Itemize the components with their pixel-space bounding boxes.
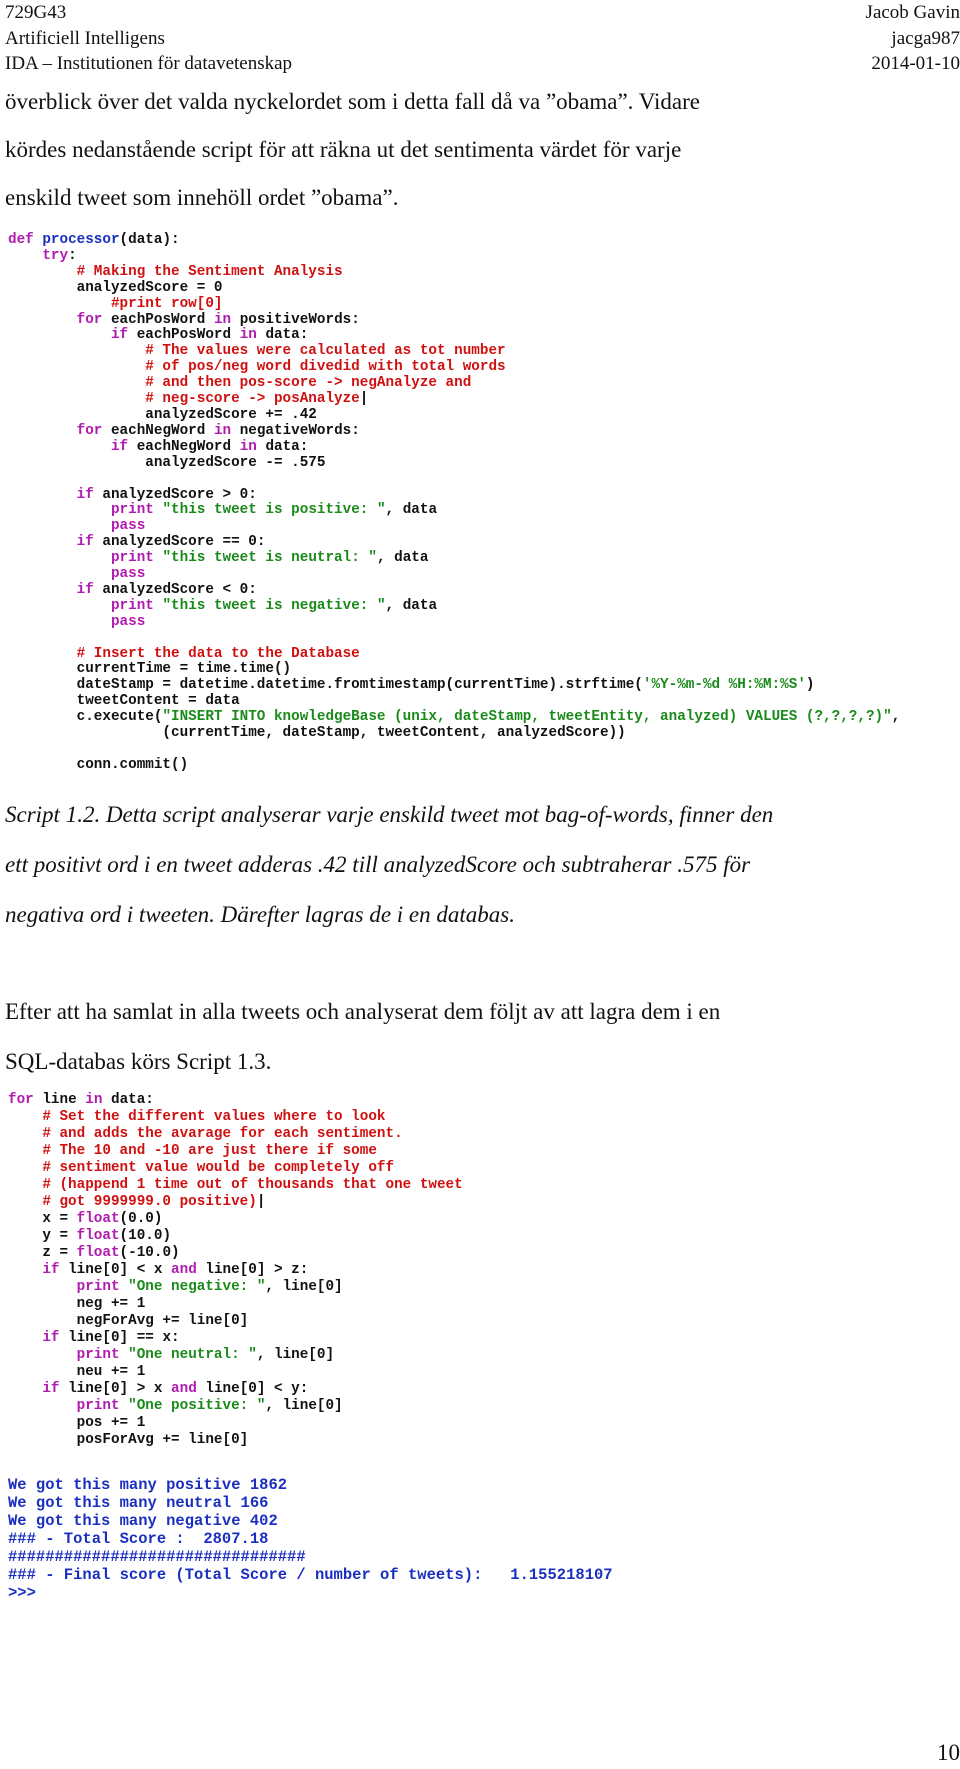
code-line bbox=[8, 1177, 463, 1194]
code-line bbox=[8, 1109, 463, 1126]
code-line bbox=[8, 1279, 463, 1296]
code-token: # of pos/neg word divedid with total words bbox=[8, 359, 506, 376]
code-token bbox=[120, 1347, 129, 1363]
code-line bbox=[8, 1211, 463, 1228]
code-line bbox=[8, 726, 900, 742]
code-line bbox=[8, 519, 900, 535]
code-token: float bbox=[76, 1228, 120, 1244]
code-token: print bbox=[110, 550, 154, 567]
code-token: data: bbox=[102, 1092, 154, 1108]
code-token: in bbox=[213, 422, 232, 439]
code-token: , line[0] bbox=[265, 1279, 343, 1295]
code-line bbox=[8, 297, 900, 313]
code-line bbox=[8, 599, 900, 615]
code-line bbox=[8, 313, 900, 329]
code-token: "One neutral: " bbox=[128, 1347, 257, 1363]
code-token: # Set the different values where to look bbox=[8, 1109, 386, 1125]
code-token bbox=[8, 534, 77, 550]
code-line bbox=[8, 1160, 463, 1177]
code-token: if bbox=[76, 581, 94, 598]
code-token bbox=[8, 1279, 77, 1295]
code-token: , data bbox=[385, 502, 438, 519]
header-left bbox=[5, 0, 292, 77]
output-line: ################################ bbox=[8, 1548, 306, 1566]
code-token: ) bbox=[805, 677, 815, 694]
intro-paragraph bbox=[5, 78, 950, 222]
intro-line: överblick över det valda nyckelordet som i detta fall då va ”obama”. Vidare bbox=[5, 89, 700, 114]
code-token bbox=[8, 1398, 77, 1414]
code-token bbox=[8, 582, 77, 598]
code-token: , line[0] bbox=[256, 1347, 335, 1363]
code-line bbox=[8, 1296, 463, 1313]
code-token: in bbox=[85, 1092, 103, 1108]
code-line bbox=[8, 233, 900, 249]
code-token: pass bbox=[110, 566, 146, 583]
code-token: if bbox=[42, 1330, 60, 1346]
code-token: if bbox=[110, 438, 129, 455]
code-line bbox=[8, 631, 900, 647]
code-token: print bbox=[110, 597, 154, 614]
code-token: , line[0] bbox=[265, 1398, 343, 1414]
code-line bbox=[8, 1262, 463, 1279]
code-token: # Insert the data to the Database bbox=[8, 645, 360, 662]
code-token: if bbox=[42, 1381, 60, 1397]
code-token: (currentTime, dateStamp, tweetContent, analyzedScore)) bbox=[8, 725, 626, 742]
code-token: # The 10 and -10 are just there if some bbox=[8, 1143, 377, 1159]
code-token: line[0] < x bbox=[59, 1262, 172, 1278]
code-token: eachPosWord bbox=[102, 311, 214, 328]
code-token bbox=[8, 614, 111, 630]
code-line bbox=[8, 1381, 463, 1398]
code-token: currentTime = time.time() bbox=[8, 661, 292, 678]
code-token: # and adds the avarage for each sentiment. bbox=[8, 1126, 403, 1142]
code-token: "this tweet is negative: " bbox=[162, 597, 386, 614]
code-token bbox=[8, 598, 111, 614]
code-token bbox=[120, 1398, 129, 1414]
code-line bbox=[8, 647, 900, 663]
code-token: print bbox=[76, 1398, 120, 1414]
code-line bbox=[8, 1347, 463, 1364]
code-token: if bbox=[76, 486, 94, 503]
code-token: # The values were calculated as tot number bbox=[8, 343, 506, 360]
code-token bbox=[8, 487, 77, 503]
code-line bbox=[8, 503, 900, 519]
code-token: , data bbox=[376, 550, 429, 567]
code-token: # sentiment value would be completely off bbox=[8, 1160, 395, 1176]
code-token: (data): bbox=[119, 232, 180, 248]
code-token: (-10.0) bbox=[119, 1245, 180, 1261]
code-token: , bbox=[891, 709, 901, 726]
code-token: , data bbox=[385, 597, 438, 614]
code-token bbox=[8, 312, 77, 328]
code-line bbox=[8, 344, 900, 360]
code-line bbox=[8, 615, 900, 631]
body-paragraph bbox=[5, 987, 950, 1087]
code-line bbox=[8, 392, 900, 408]
code-token: c.execute( bbox=[8, 709, 163, 726]
course-code: 729G43 bbox=[5, 2, 67, 23]
code-token: for bbox=[76, 311, 103, 328]
code-token: : bbox=[68, 247, 77, 264]
intro-line: kördes nedanstående script för att räkna ut det sentimenta värdet för varje bbox=[5, 137, 682, 162]
code-line bbox=[8, 678, 900, 694]
header-right bbox=[866, 0, 960, 77]
code-token: and bbox=[171, 1381, 197, 1397]
author-name: Jacob Gavin bbox=[865, 2, 960, 23]
caption-line: Script 1.2. Detta script analyserar varje enskild tweet mot bag-of-words, finner den bbox=[5, 802, 774, 827]
code-line bbox=[8, 1228, 463, 1245]
code-token: data: bbox=[256, 327, 309, 344]
body-line: Efter att ha samlat in alla tweets och analyserat dem följt av att lagra dem i en bbox=[5, 999, 721, 1024]
code-token: z = bbox=[8, 1245, 77, 1261]
code-token: neu += 1 bbox=[8, 1364, 146, 1380]
code-token: try bbox=[42, 247, 69, 264]
code-line bbox=[8, 281, 900, 297]
code-line bbox=[8, 758, 900, 774]
code-line bbox=[8, 742, 900, 758]
code-token: line[0] == x: bbox=[59, 1330, 180, 1346]
code-line bbox=[8, 1364, 463, 1381]
code-token: negativeWords: bbox=[231, 422, 360, 439]
code-line bbox=[8, 265, 900, 281]
code-line bbox=[8, 328, 900, 344]
code-token: line[0] < y: bbox=[196, 1381, 309, 1397]
code-token bbox=[8, 439, 111, 455]
code-token: line[0] > z: bbox=[196, 1262, 309, 1278]
code-token: (0.0) bbox=[119, 1211, 163, 1227]
body-line: SQL-databas körs Script 1.3. bbox=[5, 1049, 272, 1074]
code-token: tweetContent = data bbox=[8, 693, 240, 710]
page-header bbox=[0, 0, 960, 80]
code-token: print bbox=[110, 502, 154, 519]
code-line bbox=[8, 1398, 463, 1415]
script-1-3-code bbox=[8, 1092, 463, 1449]
code-line bbox=[8, 488, 900, 504]
intro-line: enskild tweet som innehöll ordet ”obama”. bbox=[5, 185, 399, 210]
code-token: #print row[0] bbox=[8, 295, 223, 312]
code-line bbox=[8, 694, 900, 710]
code-line bbox=[8, 360, 900, 376]
code-token: "this tweet is positive: " bbox=[162, 502, 386, 519]
code-token: (10.0) bbox=[119, 1228, 172, 1244]
code-token: dateStamp = datetime.datetime.fromtimestamp(currentTime).strftime( bbox=[8, 677, 643, 694]
code-line bbox=[8, 710, 900, 726]
code-token: neg += 1 bbox=[8, 1296, 146, 1312]
code-line bbox=[8, 376, 900, 392]
code-token: float bbox=[76, 1211, 120, 1227]
code-token: and bbox=[171, 1262, 197, 1278]
code-token: in bbox=[239, 327, 257, 344]
code-token: "INSERT INTO knowledgeBase (unix, dateStamp, tweetEntity, analyzed) VALUES (?,?,?,?)" bbox=[162, 709, 892, 726]
code-line bbox=[8, 1194, 463, 1211]
code-token: analyzedScore < 0: bbox=[93, 581, 257, 598]
document-date: 2014-01-10 bbox=[871, 53, 960, 74]
code-token: pos += 1 bbox=[8, 1415, 146, 1431]
code-line bbox=[8, 567, 900, 583]
code-line bbox=[8, 440, 900, 456]
code-token: print bbox=[76, 1347, 120, 1363]
caption-line: negativa ord i tweeten. Därefter lagras de i en databas. bbox=[5, 902, 515, 927]
code-line bbox=[8, 535, 900, 551]
code-token: posForAvg += line[0] bbox=[8, 1432, 249, 1448]
code-line bbox=[8, 424, 900, 440]
code-token: def bbox=[8, 232, 43, 248]
code-token: "this tweet is neutral: " bbox=[162, 550, 377, 567]
code-token: analyzedScore -= .575 bbox=[8, 454, 326, 471]
code-token: if bbox=[110, 327, 129, 344]
code-line bbox=[8, 472, 900, 488]
code-token bbox=[8, 1262, 42, 1278]
code-token bbox=[8, 550, 111, 566]
code-line bbox=[8, 1415, 463, 1432]
script-1-2-code bbox=[8, 233, 900, 774]
code-token: | bbox=[256, 1194, 266, 1210]
code-token: x = bbox=[8, 1211, 77, 1227]
code-token: in bbox=[239, 438, 257, 455]
code-token: print bbox=[76, 1279, 120, 1295]
code-token bbox=[8, 1347, 77, 1363]
script-1-2-caption bbox=[5, 790, 950, 940]
code-token: processor bbox=[42, 232, 120, 248]
code-line bbox=[8, 551, 900, 567]
code-token: # and then pos-score -> negAnalyze and bbox=[8, 375, 472, 392]
code-token: | bbox=[359, 391, 369, 408]
code-line bbox=[8, 1313, 463, 1330]
code-token: conn.commit() bbox=[8, 756, 189, 773]
output-line: ### - Final score (Total Score / number of tweets): 1.155218107 bbox=[8, 1566, 613, 1584]
code-token: pass bbox=[110, 518, 146, 535]
code-token: eachNegWord bbox=[102, 422, 214, 439]
code-token: eachNegWord bbox=[128, 438, 240, 455]
code-line bbox=[8, 1330, 463, 1347]
code-token bbox=[8, 1381, 42, 1397]
code-token: analyzedScore += .42 bbox=[8, 406, 317, 423]
code-token: line[0] > x bbox=[59, 1381, 172, 1397]
code-token bbox=[8, 1330, 42, 1346]
code-token: # neg-score -> posAnalyze bbox=[8, 391, 360, 408]
code-token: if bbox=[42, 1262, 60, 1278]
output-line: ### - Total Score : 2807.18 bbox=[8, 1530, 269, 1548]
code-token bbox=[120, 1279, 129, 1295]
code-token: analyzedScore == 0: bbox=[93, 534, 266, 551]
course-name: Artificiell Intelligens bbox=[5, 27, 165, 49]
page-number: 10 bbox=[937, 1740, 960, 1765]
code-token bbox=[8, 566, 111, 582]
code-token bbox=[8, 502, 111, 518]
code-token: pass bbox=[110, 613, 146, 630]
caption-line: ett positivt ord i en tweet adderas .42 till analyzedScore och subtraherar .575 för bbox=[5, 852, 751, 877]
code-line bbox=[8, 1092, 463, 1109]
code-line bbox=[8, 662, 900, 678]
code-token: eachPosWord bbox=[128, 327, 240, 344]
department: IDA – Institutionen för datavetenskap bbox=[5, 53, 293, 74]
code-token: for bbox=[76, 422, 103, 439]
code-token: # got 9999999.0 positive) bbox=[8, 1194, 257, 1210]
code-token: negForAvg += line[0] bbox=[8, 1313, 249, 1329]
code-token: positiveWords: bbox=[231, 311, 360, 328]
code-token: "One positive: " bbox=[128, 1398, 266, 1414]
code-token bbox=[8, 327, 111, 343]
code-line bbox=[8, 1432, 463, 1449]
code-token: data: bbox=[256, 438, 309, 455]
code-line bbox=[8, 583, 900, 599]
output-line: We got this many neutral 166 bbox=[8, 1494, 269, 1512]
author-id: jacga987 bbox=[891, 27, 960, 49]
output-line: We got this many positive 1862 bbox=[8, 1476, 288, 1494]
output-line: >>> bbox=[8, 1584, 36, 1602]
code-token bbox=[8, 518, 111, 534]
code-token bbox=[8, 248, 42, 264]
script-output bbox=[8, 1476, 613, 1602]
code-token: # (happend 1 time out of thousands that one tweet bbox=[8, 1177, 463, 1193]
code-token: y = bbox=[8, 1228, 77, 1244]
code-token: analyzedScore = 0 bbox=[8, 279, 223, 296]
code-token: # Making the Sentiment Analysis bbox=[8, 263, 343, 280]
code-token: "One negative: " bbox=[128, 1279, 266, 1295]
code-line bbox=[8, 249, 900, 265]
code-token: float bbox=[76, 1245, 120, 1261]
code-token: in bbox=[213, 311, 232, 328]
code-token: for bbox=[8, 1092, 34, 1108]
code-line bbox=[8, 1143, 463, 1160]
output-line: We got this many negative 402 bbox=[8, 1512, 278, 1530]
code-token bbox=[8, 423, 77, 439]
code-token: line bbox=[33, 1092, 86, 1108]
code-token: '%Y-%m-%d %H:%M:%S' bbox=[642, 677, 806, 694]
code-token: analyzedScore > 0: bbox=[93, 486, 257, 503]
code-token: if bbox=[76, 534, 94, 551]
code-line bbox=[8, 456, 900, 472]
code-line bbox=[8, 1245, 463, 1262]
code-line bbox=[8, 408, 900, 424]
code-line bbox=[8, 1126, 463, 1143]
